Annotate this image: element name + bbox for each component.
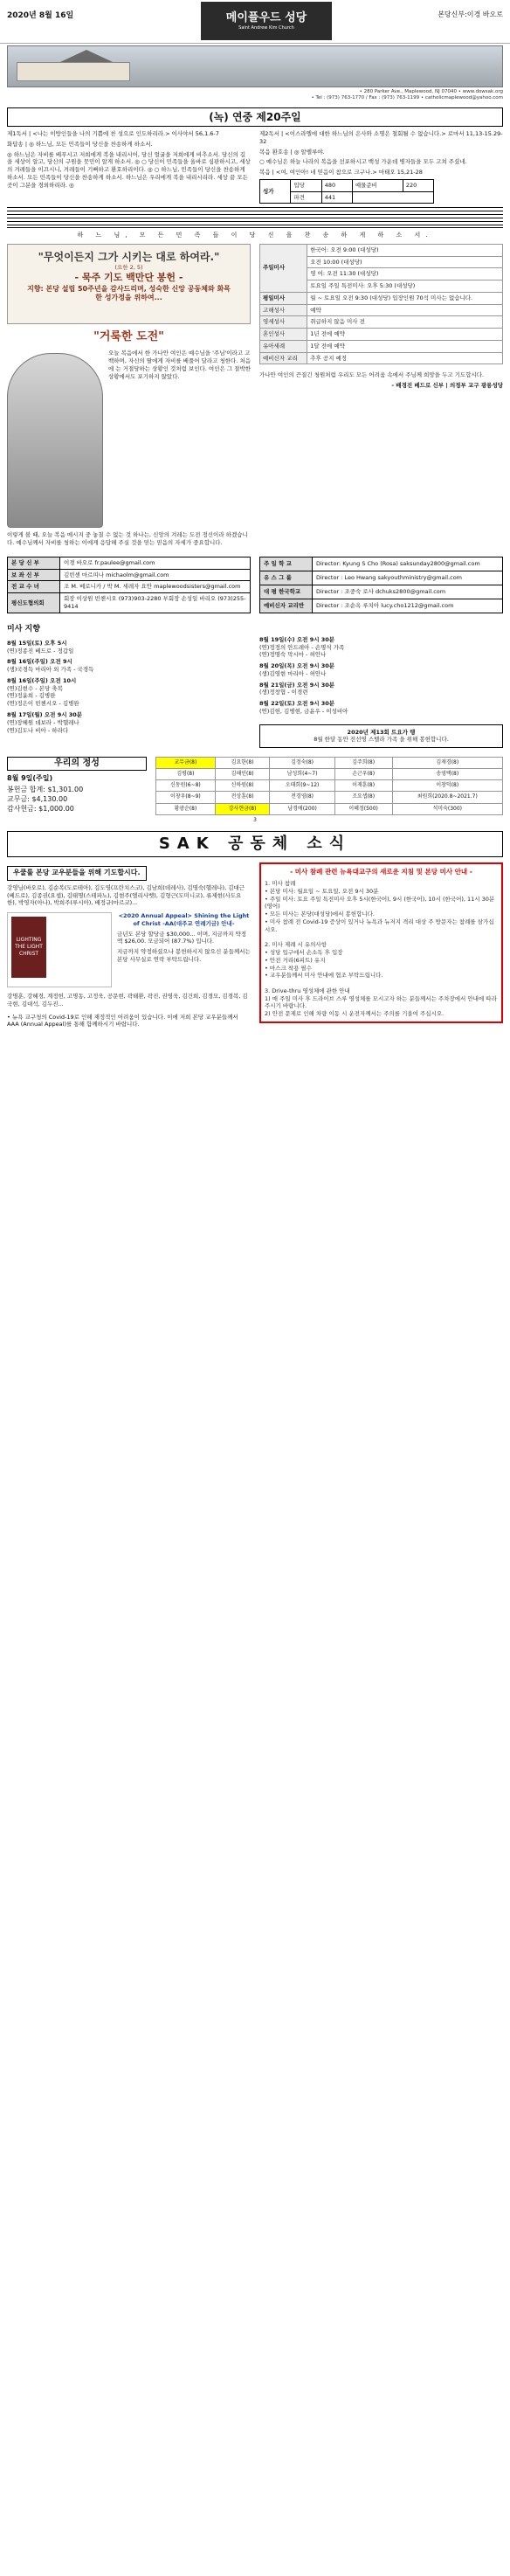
annual-appeal-box bbox=[7, 912, 112, 987]
mass-time: 월 ~ 토요일 오전 9:30 (대성당) 입장인원 70석 미사는 없습니다. bbox=[307, 292, 503, 304]
intention-date: 8월 17일(월) 오전 9시 30분 bbox=[7, 711, 83, 718]
donor-cell: 송영택(8) bbox=[392, 769, 502, 780]
intention-item: (생)국경득 마리아 외 가족 - 국경득 bbox=[7, 666, 94, 674]
poster-body: 지향: 본당 설립 50주년을 감사드리며, 성숙한 신앙 공동체와 화목한 성가정을 위하여... bbox=[27, 284, 231, 302]
hymn-label: 예물준비 bbox=[352, 179, 403, 191]
appeal-body: 금년도 본당 할당금 $30,000... 이며, 지금까지 약정액 $26,00. 모금되어 (87.7%) 입니다. bbox=[117, 930, 247, 945]
poster-mass-section bbox=[0, 244, 510, 550]
mass-guideline-box bbox=[259, 862, 503, 1023]
intention-item: (생)김영현 마리아 - 허안나 bbox=[259, 669, 327, 677]
intention-date: 8월 16일(주일) 오전 9시 bbox=[7, 658, 72, 666]
bulletin-date: 2020년 8월 16일 bbox=[7, 11, 74, 20]
intention-item: (연)정윤희 - 김병완 bbox=[7, 692, 56, 700]
hymn-empty bbox=[352, 191, 433, 204]
staff-contact: Director : 조중숙 로사 dchuks2800@gmail.com bbox=[313, 585, 503, 599]
intention-group bbox=[7, 711, 251, 734]
hymn-number: 480 bbox=[321, 179, 352, 191]
donor-cell: 전경영(8) bbox=[270, 792, 334, 803]
sak-news-title: SAK 공동체 소식 bbox=[7, 831, 503, 857]
intention-date: 8월 21일(금) 오전 9시 30분 bbox=[259, 681, 335, 689]
intention-item: (연)장혜원 데보라 - 박헬레나 bbox=[7, 718, 79, 726]
intention-date: 8월 15일(토) 오후 5시 bbox=[7, 639, 67, 647]
donor-cell: 신하원(8) bbox=[215, 780, 270, 792]
staff-contact: 회장 이상원 빈첸시오 (973)903-2280 부회장 손성일 바리오 (973)255-9414 bbox=[60, 593, 251, 613]
mass-label: 평일미사 bbox=[260, 292, 307, 304]
intentions-title: 미사 지향 bbox=[7, 624, 40, 634]
donor-grid bbox=[155, 757, 503, 814]
sacrament-value: 1달 전에 예약 bbox=[307, 340, 503, 352]
music-staff bbox=[7, 207, 503, 228]
hymn-label: 파견 bbox=[291, 191, 321, 204]
readings-section bbox=[0, 130, 510, 204]
psalm-text: ◎ 하느님은 자비를 베푸시고 저희에게 복을 내리시어, 당신 얼굴을 저희에게 비추소서. 당신의 길을 세상이 알고, 당신의 구원을 뭇민이 알게 하소서. ◎ ○ 당신이 민족들을 올바로 심판하시고, 세상의 겨레들을 이끄시니, 겨레들이 기뻐하고 환호하리이다. ◎ ○ 하느님, 민족들이 당신을 찬송하게 하소서. 모든 민족들이 당신을 찬송하게 하소서. 하느님은 우리에게 복을 내리시리라. 세상 끝 모든 곳이 그분을 경외하리라. ◎ bbox=[7, 150, 251, 189]
intention-item: (연)김현수 - 본당 축복 bbox=[7, 684, 63, 692]
logo-subtitle: Saint Andrew Kim Church bbox=[238, 25, 294, 31]
hymn-label: 성가 bbox=[260, 179, 291, 204]
donor-cell: 강사현금(8) bbox=[215, 803, 270, 814]
sacrament-label: 예비신자 교리 bbox=[260, 352, 307, 364]
appeal-note: 지금까지 약정하셨으나 봉헌하시지 않으신 분들께서는 본당 사무실로 연락 부탁드립니다. bbox=[117, 948, 251, 963]
intention-date: 8월 16일(주일) 오전 10시 bbox=[7, 676, 77, 684]
thanks-label: 감사헌금: bbox=[7, 805, 37, 814]
donor-cell: 교무금(8) bbox=[156, 758, 216, 769]
donor-cell: 김재경(8) bbox=[392, 758, 502, 769]
church-building bbox=[17, 62, 130, 81]
reflection-p2: 이렇게 볼 때, 오늘 복음 메시지 중 놓칠 수 없는 것 하나는, 신앙의 겨레는 도전 정신이라 하겠습니다. 예수님께서 자비를 청하는 이에게 응답해 주실 것을 믿는 믿음의 자세가 중요합니다. bbox=[7, 531, 248, 547]
pray-names: 강영님(바오로), 김순복(도로테아), 김도영(프란치스코), 김남희(데레사), 김명숙(헬레나), 김대근(베드로), 김종권(요셉), 김태명(스테파노), 김현주(엘리사벳), 김형근(도미니코), 류제현(사도요한), 박영자(아나), 박희주(루시아), 배정규(마르코)... bbox=[7, 883, 245, 907]
anniversary-text: 8월 한달 동안 전선영 스텔라 가족 을 위해 봉헌합니다. bbox=[314, 736, 449, 744]
reflection-text-3 bbox=[259, 371, 503, 390]
staff-role: 예비신자 교리반 bbox=[260, 599, 313, 613]
donations-date: 8월 9일(주일) bbox=[7, 773, 53, 782]
gospel-acclamation: 복음 환호송 | ◎ 알렐루야. bbox=[259, 148, 325, 156]
intention-item: (생)정창협 - 이경련 bbox=[259, 689, 308, 696]
intention-item: (연)정은이 빈첸시오 - 김병완 bbox=[7, 700, 79, 708]
mass-schedule-table bbox=[259, 244, 503, 365]
sacrament-value: 취급하지 않음 미사 전 bbox=[307, 316, 503, 329]
intention-group bbox=[7, 640, 251, 655]
intention-group bbox=[259, 662, 503, 678]
staff-table-right bbox=[259, 557, 503, 613]
sun-amount: $4,130.00 bbox=[31, 795, 68, 804]
reflection-title: "거룩한 도전" bbox=[93, 329, 164, 343]
mass-time: 한국어: 오전 9:00 (대성당) bbox=[307, 244, 503, 256]
donor-cell: 신동원(6~8) bbox=[156, 780, 216, 792]
donor-cell: 최원희(2020.8~2021.7) bbox=[392, 792, 502, 803]
staff-section bbox=[0, 557, 510, 613]
appeal-names: 강명훈, 강혜경, 계정헌, 고명동, 고정욱, 공문현, 곽태환, 곽진, 권영욱, 김건희, 김경모, 김경복, 김국현, 김대석, 김두진... bbox=[7, 993, 248, 1008]
donor-cell: 전상훈(8) bbox=[215, 792, 270, 803]
anniversary-title: 2020년 제13회 트요가 탱 bbox=[347, 728, 416, 736]
gospel-reading: 복음 | <여, 여인아! 네 믿음이 참으로 크구나.> 마태오 15,21-28 bbox=[259, 169, 423, 177]
reflection-p3: 가나안 여인의 끈질긴 청원처럼 우리도 모든 어려움 속에서 주님께 희망을 두고 기도합시다. bbox=[259, 371, 485, 379]
reflection-body-wrap bbox=[7, 350, 251, 531]
donor-cell: 이창우(8~9) bbox=[156, 792, 216, 803]
mass-time: 오전 10:00 (대성당) bbox=[307, 256, 503, 268]
mary-statue-image bbox=[7, 353, 103, 528]
intention-group bbox=[259, 700, 503, 716]
donor-cell: 석미숙(300) bbox=[392, 803, 502, 814]
donor-cell: 오태희(9~12) bbox=[270, 780, 334, 792]
total-label: 봉헌금 합계: bbox=[7, 786, 45, 794]
donor-cell: 손근우(8) bbox=[334, 769, 392, 780]
second-reading: 제2독서 | <이스라엘에 대한 하느님의 은사와 소명은 철회될 수 없습니다.> 로마서 11,13-15.29-32 bbox=[259, 130, 503, 145]
reflection-text bbox=[108, 350, 251, 531]
intention-item: (연)정정의 안드레아 - 손명식 가족 bbox=[259, 643, 345, 651]
staff-role: 평신도협의회 bbox=[8, 593, 60, 613]
intention-group bbox=[259, 636, 503, 659]
staff-contact: Director: Kyung S Cho (Rosa) saksunday2800@gmail.com bbox=[313, 557, 503, 571]
mass-time: 토요일 주일 특전미사: 오후 5:30 (대성당) bbox=[307, 280, 503, 293]
donor-cell: 김요한(8) bbox=[215, 758, 270, 769]
intention-group bbox=[7, 658, 251, 674]
first-reading: 제1독서 | <나는 이방인들을 나의 기쁨에 찬 성으로 인도하리라.> 이사야서 56,1.6-7 bbox=[7, 130, 219, 138]
guideline-title: - 미사 참례 관련 뉴욕대교구의 새로운 지침 및 본당 미사 안내 - bbox=[290, 868, 472, 876]
hymn-number: 220 bbox=[403, 179, 433, 191]
donor-cell: 이재훈(8) bbox=[334, 780, 392, 792]
logo-title: 메이플우드 성당 bbox=[225, 10, 307, 24]
donor-cell: 남성희(4~7) bbox=[270, 769, 334, 780]
header bbox=[0, 0, 510, 44]
intention-date: 8월 22일(토) 오전 9시 30분 bbox=[259, 700, 335, 708]
staff-role: 전 교 수 녀 bbox=[8, 581, 60, 593]
guideline-body: 1. 미사 참례 • 본당 미사: 월요일 ~ 토요일, 오전 9시 30분 • 주일 미사: 토요 주일 특전미사 오후 5시(한국어), 9시 (한국어), 10시 (한국어), 11시 30분(영어) • 모든 미사는 본당(대성당)에서 봉헌합니다. • 미사 참례 전 Covid-19 증상이 있거나 뉴욕과 뉴저지 격리 대상 주 방문자는 참례를 삼가십시오. 2. 미사 제례 시 유의사항 • 성당 입구에서 손소독 후 입장 • 안전 거리(6피트) 유지 • 마스크 착용 필수 • 교우분들께서 미사 안내에 협조 부탁드립니다. 3. Drive-thru 영성체에 관한 안내 1) 매 주일 미사 후 드라이브 스루 영성체를 모시고자 하는 분들께서는 주차장에서 안내에 따라 주시기 바랍니다. 2) 안전 문제로 인해 차량 이동 시 운전자께서는 주의를 기울여 주십시오. bbox=[265, 880, 497, 1018]
mass-label: 주일미사 bbox=[260, 244, 307, 292]
reflection-p1: 오늘 복음에서 한 가나안 여인은 예수님을 '주님'이라고 고백하며, 자신의 딸에게 자비를 베풀어 달라고 청한다. 처음에 는 거절당하는 상황인 것처럼 보인다. 여인은 그 절박한 상황에서도 포기하지 않았다. bbox=[108, 350, 252, 380]
church-roof bbox=[60, 50, 113, 62]
staff-contact: Director : Leo Hwang sakyouthministry@gmail.com bbox=[313, 571, 503, 585]
donor-cell: 이창덕(8) bbox=[392, 780, 502, 792]
donor-cell: 남경애(200) bbox=[270, 803, 334, 814]
poster-quote: "무엇이든지 그가 시키는 대로 하여라." bbox=[38, 250, 220, 263]
poster-title: - 묵주 기도 백만단 봉헌 - bbox=[74, 271, 183, 283]
appeal-title: <2020 Annual Appeal> Shining the Light of Christ -AA(대주교 연례기금) 안내- bbox=[118, 912, 250, 927]
sacrament-label: 혼인성사 bbox=[260, 329, 307, 341]
appeal-image: LIGHTING THE LIGHT CHRIST bbox=[11, 917, 46, 978]
staff-role: 본 당 신 부 bbox=[8, 557, 60, 569]
intentions-list-left bbox=[7, 640, 251, 734]
staff-table-left bbox=[7, 557, 251, 613]
responsorial-psalm: 화답송 | ◎ 하느님, 모든 민족들이 당신을 찬송하게 하소서. bbox=[7, 140, 153, 148]
church-logo bbox=[201, 2, 332, 40]
anniversary-box bbox=[259, 724, 503, 749]
psalm-lyrics: 하 느 님, 모 든 민 족 들 이 당 신 을 찬 송 하 게 하 소 서. bbox=[77, 232, 433, 239]
hymn-number: 441 bbox=[321, 191, 352, 204]
staff-contact: 이경 바오로 fr.paulee@gmail.com bbox=[60, 557, 251, 569]
donations-title: 우리의 정성 bbox=[7, 757, 147, 771]
donor-cell: 김평(8) bbox=[156, 769, 216, 780]
sun-label: 교무금: bbox=[7, 795, 30, 804]
thanks-amount: $1,000.00 bbox=[38, 805, 74, 814]
donations-section bbox=[0, 757, 510, 814]
staff-contact: 김빈센 마르띠나 michaolm@gmail.com bbox=[60, 569, 251, 581]
donor-cell: 이혜정(500) bbox=[334, 803, 392, 814]
intention-group bbox=[259, 682, 503, 697]
mass-time: 영 어: 오전 11:30 (대성당) bbox=[307, 268, 503, 280]
intention-item: (연)김도나 비아 - 하라다 bbox=[7, 726, 69, 734]
reflection-text-2 bbox=[7, 531, 251, 547]
staff-role: 주 일 학 교 bbox=[260, 557, 313, 571]
staff-role: 유 스 그 룹 bbox=[260, 571, 313, 585]
donor-cell: 조요셉(8) bbox=[334, 792, 392, 803]
donor-cell: 김주희(8) bbox=[334, 758, 392, 769]
hymn-label: 입당 bbox=[291, 179, 321, 191]
intention-group bbox=[7, 677, 251, 708]
sacrament-label: 영세성사 bbox=[260, 316, 307, 329]
staff-contact: 조 M. 베로니카 / 박 M. 세레자 요안 maplewoodsisters@gmail.com bbox=[60, 581, 251, 593]
hymn-table bbox=[259, 179, 434, 204]
sacrament-value: 1년 전에 예약 bbox=[307, 329, 503, 341]
sacrament-label: 고해성사 bbox=[260, 304, 307, 316]
liturgical-week-title: (녹) 연중 제20주일 bbox=[7, 107, 503, 127]
intentions-list-right bbox=[259, 636, 503, 716]
sak-news-section bbox=[0, 862, 510, 1031]
sacrament-value: 추후 공지 예정 bbox=[307, 352, 503, 364]
contact-info: • 280 Parker Ave., Maplewood, NJ 07040 • www.dowsak.org • Tel : (973) 763-1770 / Fax : (973) 763-1199 • catholicmaplewood@yahoo.com bbox=[311, 89, 503, 101]
donor-cell: 김해인(8) bbox=[215, 769, 270, 780]
intention-item: (연)정명숙 막시마 - 허안나 bbox=[259, 651, 327, 659]
sacrament-label: 유아세례 bbox=[260, 340, 307, 352]
intention-item: (연)정종진 베드로 - 정갑일 bbox=[7, 647, 74, 654]
donor-cell: 김정숙(8) bbox=[270, 758, 334, 769]
sacrament-value: 예약 bbox=[307, 304, 503, 316]
intention-date: 8월 19일(수) 오전 9시 30분 bbox=[259, 635, 335, 643]
staff-role: 보 좌 신 부 bbox=[8, 569, 60, 581]
gospel-acclamation-text: ○ 예수님은 하늘 나라의 복음을 선포하시고 백성 가운데 병자들을 모두 고쳐 주셨네. bbox=[259, 158, 467, 166]
staff-contact: Director : 조순옥 루치아 lucy.cho1212@gmail.com bbox=[313, 599, 503, 613]
intention-item: (연)김헌, 김병현, 금윤우 - 이성비아 bbox=[259, 707, 348, 715]
pray-heading: 우쿨룰 본당 교우분들을 위해 기도합시다. bbox=[7, 866, 147, 881]
staff-role: 대 평 한국학교 bbox=[260, 585, 313, 599]
reflection-signature: - 배경진 베드로 신부 | 의정부 교구 광릉성당 bbox=[391, 382, 503, 390]
total-amount: $1,301.00 bbox=[47, 786, 84, 794]
pastor-name: 본당신부:이경 바오로 bbox=[438, 10, 503, 18]
page-number: 3 bbox=[253, 816, 257, 823]
rosary-poster bbox=[7, 244, 251, 324]
poster-ref: (요한 2, 5) bbox=[114, 264, 143, 272]
archdiocese-news: • 뉴욕 교구청의 Covid-19로 인해 재정적인 어려움이 있습니다. 이에 저희 본당 교우분들께서 AAA (Annual Appeal)를 통해 함께하시기 바랍니다. bbox=[7, 1013, 238, 1028]
donor-cell: 황광순(8) bbox=[156, 803, 216, 814]
intention-date: 8월 20일(목) 오전 9시 30분 bbox=[259, 662, 335, 670]
church-photo bbox=[7, 45, 503, 87]
intentions-section bbox=[0, 619, 510, 748]
